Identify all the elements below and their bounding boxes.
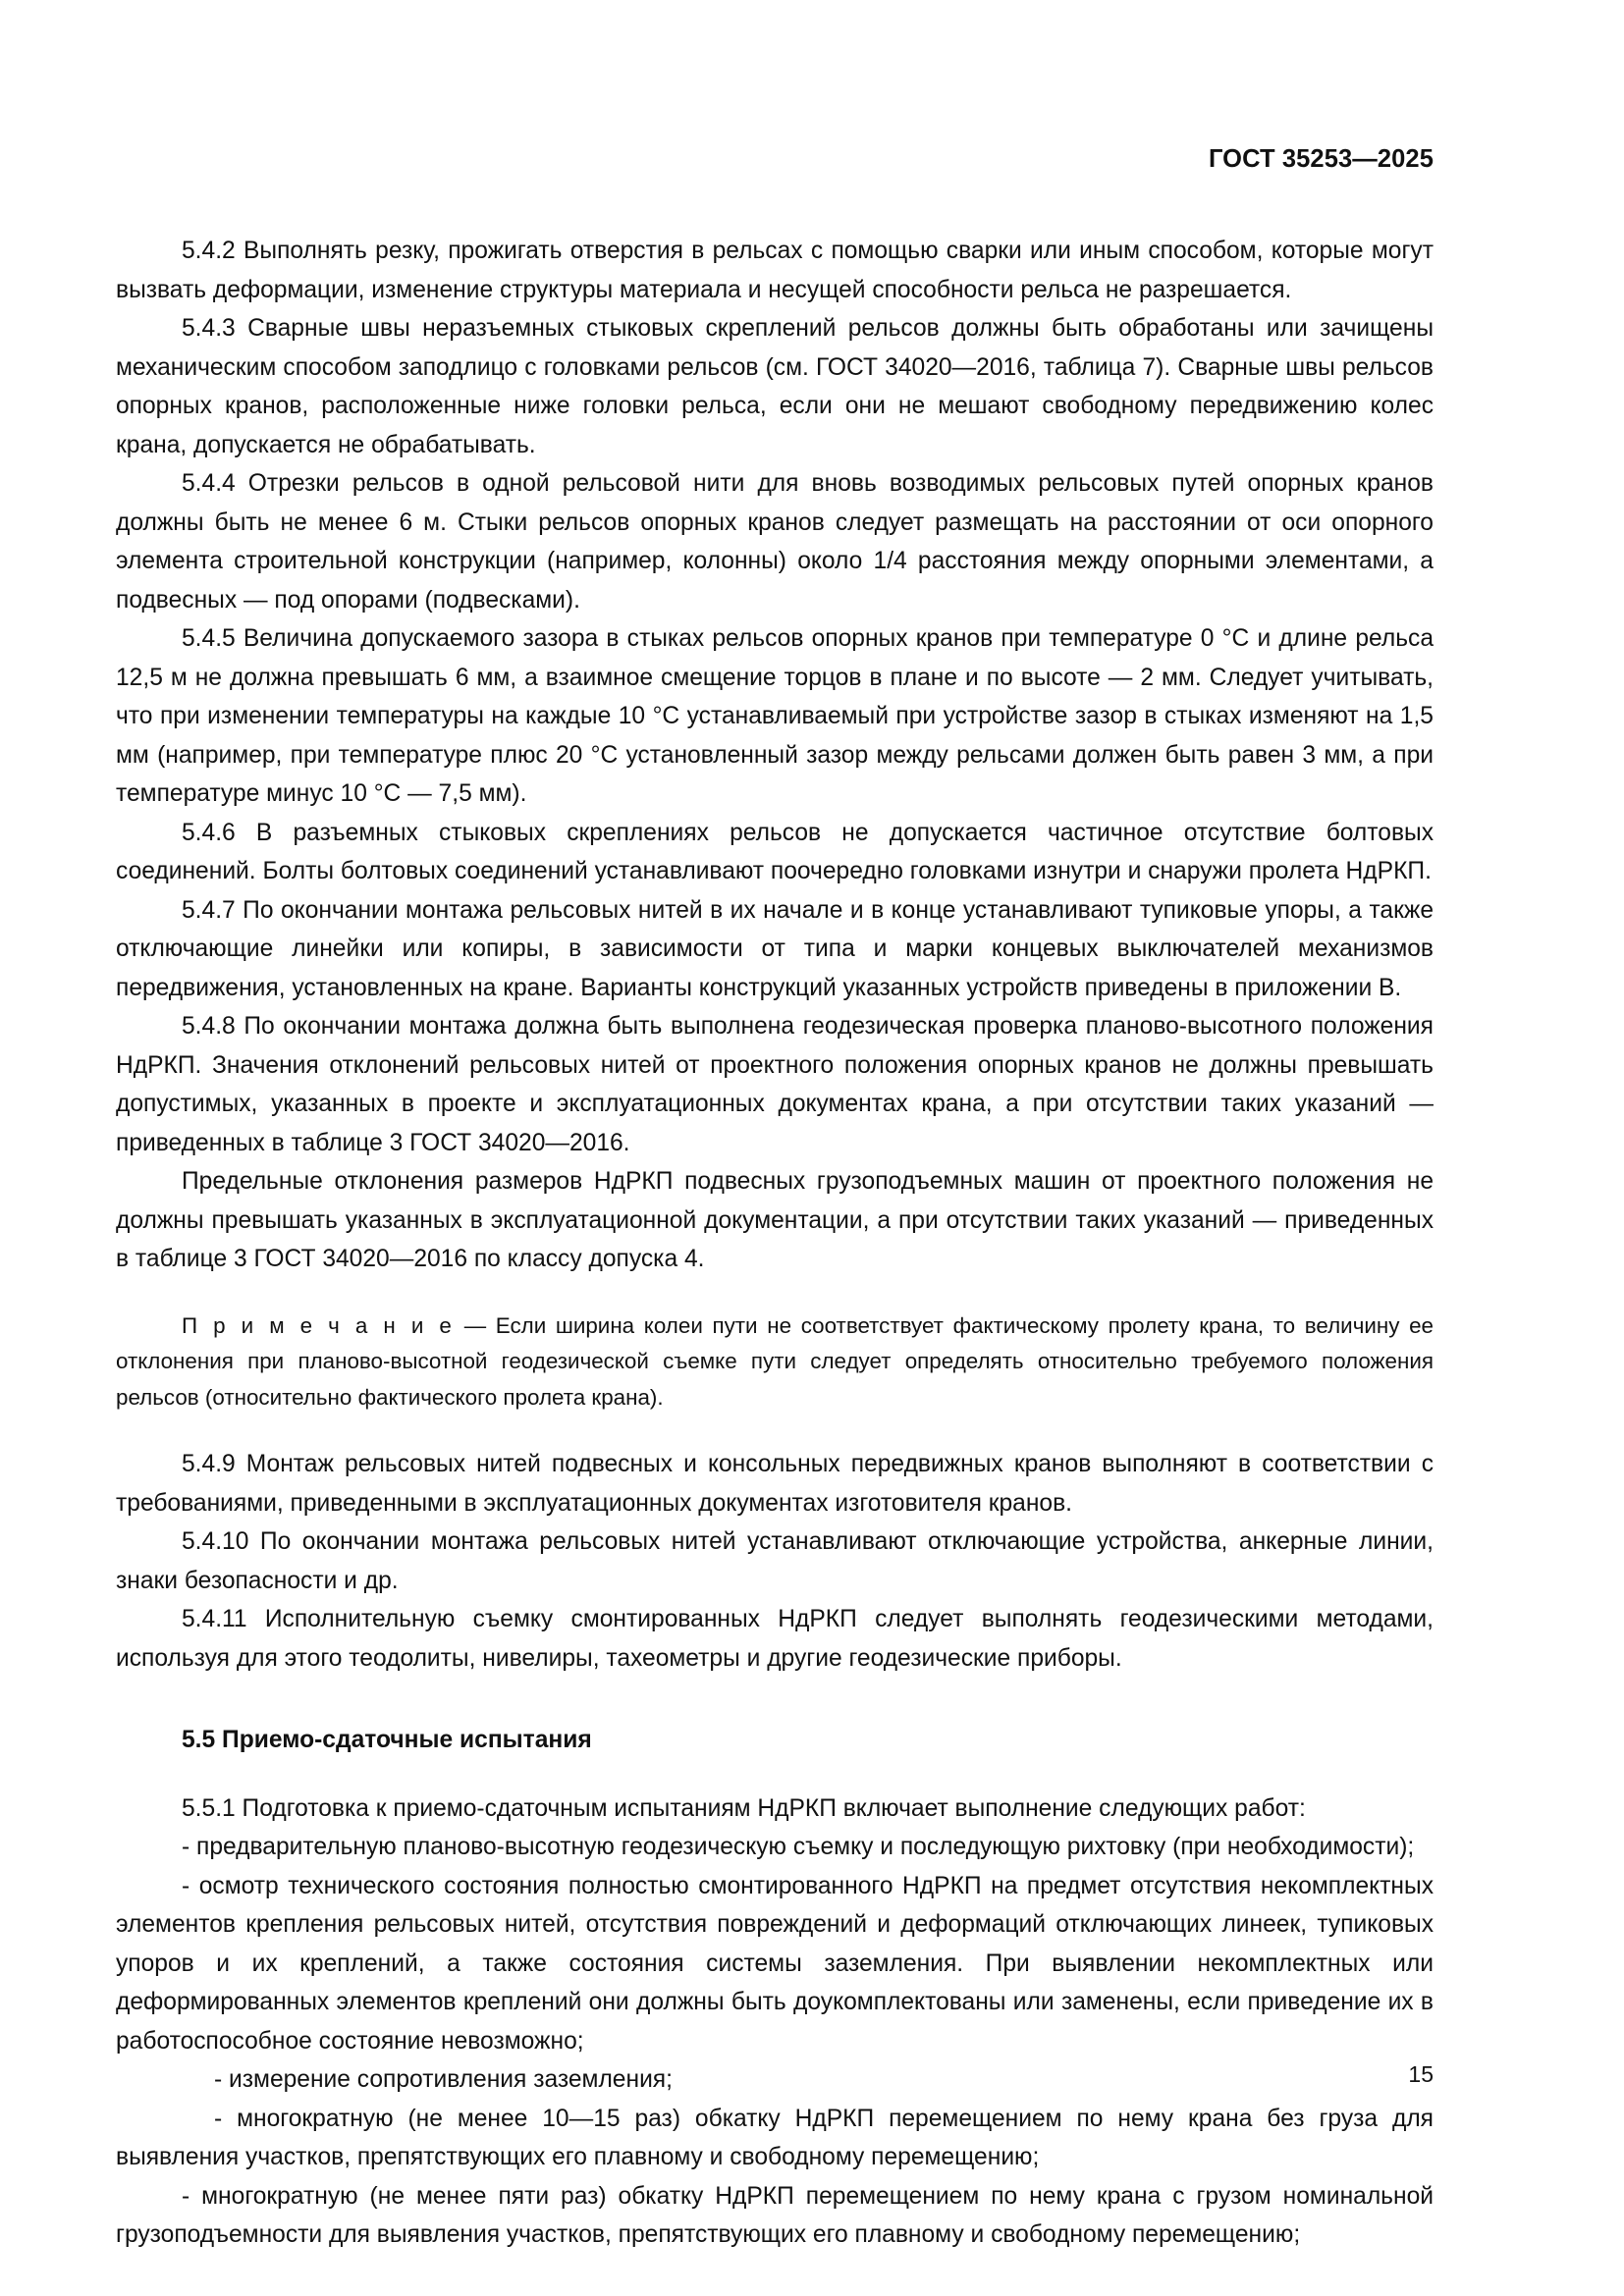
clause-5-4-8: 5.4.8 По окончании монтажа должна быть выполнена геодезическая проверка планово-высотного положения НдРКП. Значения отклонений рельсовых нитей от проектного положения опорных кранов не должны превышать допустимых, указанных в проекте и эксплуатационных документах крана, а при отсутствии таких указаний — приведенных в таблице 3 ГОСТ 34020—2016.	[116, 1013, 1434, 1156]
clause-5-4-10: 5.4.10 По окончании монтажа рельсовых нитей устанавливают отключающие устройства, анкерные линии, знаки безопасности и др.	[116, 1528, 1434, 1594]
note-label: П р и м е ч а н и е	[182, 1312, 456, 1338]
spacer-before-note	[116, 1279, 1434, 1308]
note-text: Если ширина колеи пути не соответствует фактическому пролету крана, то величину ее отклонения при планово-высотной геодезической съемке пути следует определять относительно требуемого положения рельсов (относительно фактического пролета крана).	[116, 1312, 1434, 1410]
clause-5-4-8-continuation: Предельные отклонения размеров НдРКП подвесных грузоподъемных машин от проектного положения не должны превышать указанных в эксплуатационной документации, а при отсутствии таких указаний — приведенных в таблице 3 ГОСТ 34020—2016 по классу допуска 4.	[116, 1168, 1434, 1272]
note-dash: —	[455, 1312, 496, 1338]
clause-5-5-1: 5.5.1 Подготовка к приемо-сдаточным испытаниям НдРКП включает выполнение следующих работ:	[182, 1794, 1306, 1822]
clause-5-4-2: 5.4.2 Выполнять резку, прожигать отверстия в рельсах с помощью сварки или иным способом, которые могут вызвать деформации, изменение структуры материала и несущей способности рельса не разрешается.	[116, 238, 1434, 303]
page-number: 15	[1408, 2061, 1434, 2087]
clause-5-4-3: 5.4.3 Сварные швы неразъемных стыковых скреплений рельсов должны быть обработаны или зачищены механическим способом заподлицо с головками рельсов (см. ГОСТ 34020—2016, таблица 7). Сварные швы рельсов опорных кранов, расположенные ниже головки рельса, если они не мешают свободному передвижению колес крана, допускается не обрабатывать.	[116, 315, 1434, 458]
page-header-standard-number: ГОСТ 35253—2025	[1208, 145, 1434, 173]
spacer-after-note	[116, 1415, 1434, 1445]
spacer-before-section-heading	[116, 1678, 1434, 1721]
list-item: - многократную (не менее 10—15 раз) обкатку НдРКП перемещением по нему крана без груза для выявления участков, препятствующих его плавному и свободному перемещению;	[116, 2105, 1434, 2170]
note-paragraph	[116, 1308, 1434, 1416]
document-body	[116, 232, 1434, 2255]
clause-5-4-6: 5.4.6 В разъемных стыковых скреплениях рельсов не допускается частичное отсутствие болтовых соединений. Болты болтовых соединений устанавливают поочередно головками изнутри и снаружи пролета НдРКП.	[116, 819, 1434, 884]
clause-5-4-4: 5.4.4 Отрезки рельсов в одной рельсовой нити для вновь возводимых рельсовых путей опорных кранов должны быть не менее 6 м. Стыки рельсов опорных кранов следует размещать на расстоянии от оси опорного элемента строительной конструкции (например, колонны) около 1/4 расстояния между опорными элементами, а подвесных — под опорами (подвесками).	[116, 470, 1434, 614]
clause-5-4-7: 5.4.7 По окончании монтажа рельсовых нитей в их начале и в конце устанавливают тупиковые упоры, а также отключающие линейки или копиры, в зависимости от типа и марки концевых выключателей механизмов передвижения, установленных на кране. Варианты конструкций указанных устройств приведены в приложении В.	[116, 896, 1434, 1001]
list-item: - осмотр технического состояния полностью смонтированного НдРКП на предмет отсутствия некомплектных элементов крепления рельсовых нитей, отсутствия повреждений и деформаций отключающих линеек, тупиковых упоров и их креплений, а также состояния системы заземления. При выявлении некомплектных или деформированных элементов креплений они должны быть доукомплектованы или заменены, если приведение их в работоспособное состояние невозможно;	[116, 1872, 1434, 2055]
list-item: - многократную (не менее пяти раз) обкатку НдРКП перемещением по нему крана с грузом номинальной грузоподъемности для выявления участков, препятствующих его плавному и свободному перемещению;	[116, 2182, 1434, 2248]
list-item: - предварительную планово-высотную геодезическую съемку и последующую рихтовку (при необходимости);	[182, 1834, 1415, 1860]
section-heading-5-5: 5.5 Приемо-сдаточные испытания	[182, 1727, 592, 1753]
clause-5-4-9: 5.4.9 Монтаж рельсовых нитей подвесных и консольных передвижных кранов выполняют в соответствии с требованиями, приведенными в эксплуатационных документах изготовителя кранов.	[116, 1451, 1434, 1517]
list-item: - измерение сопротивления заземления;	[214, 2066, 673, 2093]
spacer-after-section-heading	[116, 1760, 1434, 1789]
clause-5-4-5: 5.4.5 Величина допускаемого зазора в стыках рельсов опорных кранов при температуре 0 °С и длине рельса 12,5 м не должна превышать 6 мм, а взаимное смещение торцов в плане и по высоте — 2 мм. Следует учитывать, что при изменении температуры на каждые 10 °С устанавливаемый при устройстве зазор в стыках изменяют на 1,5 мм (например, при температуре плюс 20 °С установленный зазор между рельсами должен быть равен 3 мм, а при температуре минус 10 °С — 7,5 мм).	[116, 625, 1434, 807]
clause-5-4-11: 5.4.11 Исполнительную съемку смонтированных НдРКП следует выполнять геодезическими методами, используя для этого теодолиты, нивелиры, тахеометры и другие геодезические приборы.	[116, 1606, 1434, 1672]
